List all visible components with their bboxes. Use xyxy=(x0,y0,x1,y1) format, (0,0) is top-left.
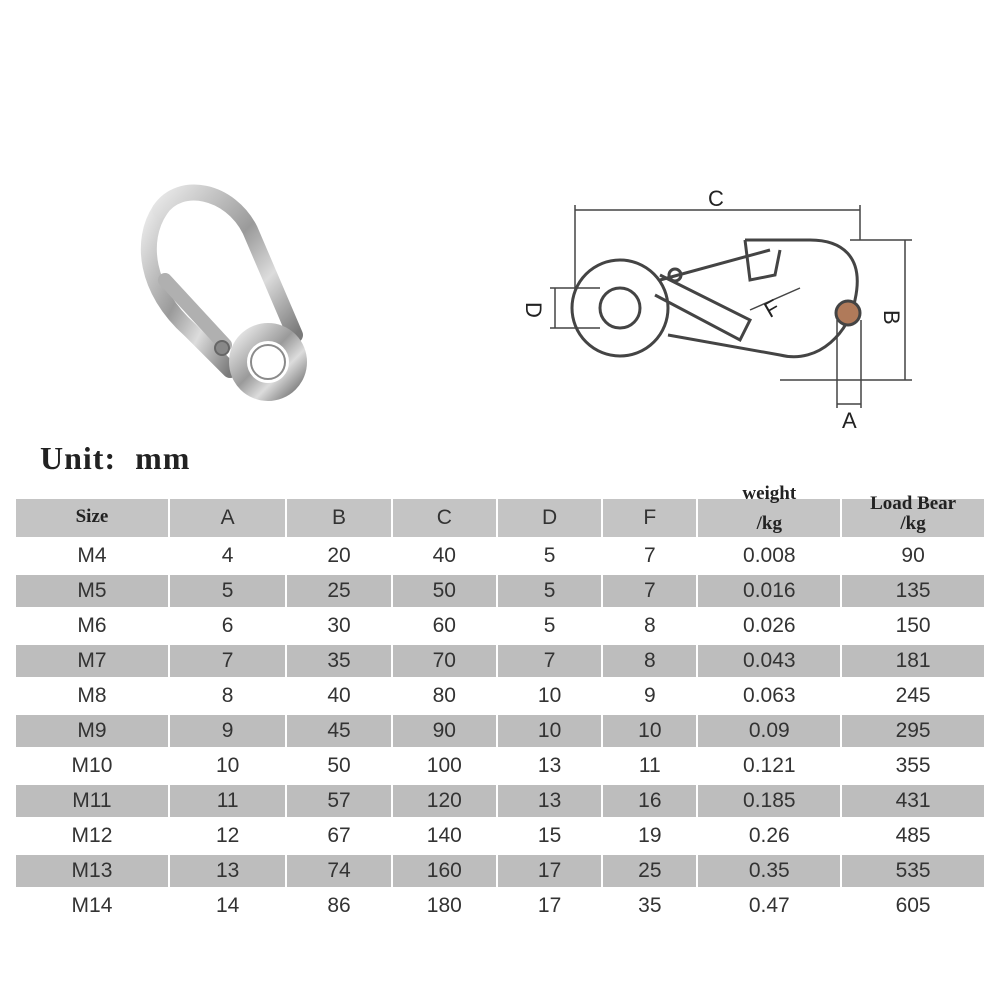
cell-c: 60 xyxy=(393,610,496,642)
cell-c: 90 xyxy=(393,715,496,747)
cell-load-bear: 245 xyxy=(842,680,984,712)
cell-weight: 0.026 xyxy=(698,610,840,642)
cell-c: 160 xyxy=(393,855,496,887)
cell-f: 25 xyxy=(603,855,696,887)
cell-weight: 0.185 xyxy=(698,785,840,817)
cell-f: 16 xyxy=(603,785,696,817)
unit-title xyxy=(40,440,190,477)
cell-a: 5 xyxy=(170,575,285,607)
cell-c: 100 xyxy=(393,750,496,782)
header-load-unit: /kg xyxy=(900,513,926,534)
cell-load-bear: 135 xyxy=(842,575,984,607)
cell-f: 35 xyxy=(603,890,696,922)
table-header-row xyxy=(16,499,984,537)
cell-c: 120 xyxy=(393,785,496,817)
dimension-diagram xyxy=(520,180,940,430)
cell-size: M7 xyxy=(16,645,168,677)
cell-f: 7 xyxy=(603,575,696,607)
unit-value: mm xyxy=(135,440,191,476)
cell-f: 8 xyxy=(603,645,696,677)
cell-b: 35 xyxy=(287,645,390,677)
cell-load-bear: 485 xyxy=(842,820,984,852)
cell-a: 10 xyxy=(170,750,285,782)
cell-d: 10 xyxy=(498,715,601,747)
cell-a: 7 xyxy=(170,645,285,677)
cell-load-bear: 431 xyxy=(842,785,984,817)
cell-f: 9 xyxy=(603,680,696,712)
cell-d: 15 xyxy=(498,820,601,852)
header-weight-top: weight xyxy=(742,483,797,504)
cell-a: 8 xyxy=(170,680,285,712)
header-load-bear xyxy=(842,493,984,537)
cell-b: 40 xyxy=(287,680,390,712)
cell-b: 25 xyxy=(287,575,390,607)
table-row xyxy=(16,855,984,887)
table-row xyxy=(16,610,984,642)
diagram-label-a: A xyxy=(842,408,857,430)
header-size: Size xyxy=(16,499,168,537)
cell-a: 4 xyxy=(170,540,285,572)
cell-size: M5 xyxy=(16,575,168,607)
cell-d: 13 xyxy=(498,785,601,817)
cell-weight: 0.008 xyxy=(698,540,840,572)
cell-c: 50 xyxy=(393,575,496,607)
cell-c: 40 xyxy=(393,540,496,572)
cell-load-bear: 181 xyxy=(842,645,984,677)
cell-a: 9 xyxy=(170,715,285,747)
header-a: A xyxy=(170,499,285,537)
header-f: F xyxy=(603,499,696,537)
cell-load-bear: 150 xyxy=(842,610,984,642)
cell-weight: 0.063 xyxy=(698,680,840,712)
cell-f: 8 xyxy=(603,610,696,642)
table-row xyxy=(16,750,984,782)
unit-prefix: Unit: xyxy=(40,440,117,476)
cell-weight: 0.26 xyxy=(698,820,840,852)
cell-size: M9 xyxy=(16,715,168,747)
diagram-label-f: F xyxy=(759,294,784,323)
cell-a: 13 xyxy=(170,855,285,887)
cell-c: 80 xyxy=(393,680,496,712)
header-b: B xyxy=(287,499,390,537)
table-row xyxy=(16,645,984,677)
cell-b: 86 xyxy=(287,890,390,922)
cell-d: 5 xyxy=(498,610,601,642)
cell-a: 12 xyxy=(170,820,285,852)
carabiner-photo xyxy=(120,170,340,420)
cell-b: 67 xyxy=(287,820,390,852)
header-weight xyxy=(698,483,840,537)
cell-weight: 0.121 xyxy=(698,750,840,782)
header-d: D xyxy=(498,499,601,537)
diagram-label-d: D xyxy=(521,302,546,318)
cell-load-bear: 90 xyxy=(842,540,984,572)
cell-load-bear: 535 xyxy=(842,855,984,887)
cell-a: 6 xyxy=(170,610,285,642)
header-c: C xyxy=(393,499,496,537)
cell-d: 13 xyxy=(498,750,601,782)
cell-b: 45 xyxy=(287,715,390,747)
size-spec-table xyxy=(14,483,986,925)
cell-load-bear: 605 xyxy=(842,890,984,922)
cell-size: M12 xyxy=(16,820,168,852)
cell-c: 180 xyxy=(393,890,496,922)
cell-weight: 0.35 xyxy=(698,855,840,887)
cell-d: 5 xyxy=(498,575,601,607)
cell-size: M14 xyxy=(16,890,168,922)
diagram-label-c: C xyxy=(708,186,724,211)
cell-d: 17 xyxy=(498,855,601,887)
diagram-label-b: B xyxy=(879,310,904,325)
cell-f: 11 xyxy=(603,750,696,782)
cell-b: 57 xyxy=(287,785,390,817)
cell-b: 74 xyxy=(287,855,390,887)
cell-f: 10 xyxy=(603,715,696,747)
table-row xyxy=(16,785,984,817)
cell-b: 20 xyxy=(287,540,390,572)
cell-b: 50 xyxy=(287,750,390,782)
header-weight-unit: /kg xyxy=(756,513,782,534)
cell-f: 7 xyxy=(603,540,696,572)
cell-c: 140 xyxy=(393,820,496,852)
cell-b: 30 xyxy=(287,610,390,642)
table-row xyxy=(16,820,984,852)
header-load-top: Load Bear xyxy=(870,493,957,514)
table-row xyxy=(16,715,984,747)
cell-d: 5 xyxy=(498,540,601,572)
cell-size: M4 xyxy=(16,540,168,572)
table-row xyxy=(16,575,984,607)
cell-d: 10 xyxy=(498,680,601,712)
table-row xyxy=(16,890,984,922)
cell-d: 7 xyxy=(498,645,601,677)
table-row xyxy=(16,540,984,572)
cell-load-bear: 355 xyxy=(842,750,984,782)
cell-load-bear: 295 xyxy=(842,715,984,747)
cell-a: 14 xyxy=(170,890,285,922)
cell-weight: 0.09 xyxy=(698,715,840,747)
cell-size: M8 xyxy=(16,680,168,712)
cell-size: M6 xyxy=(16,610,168,642)
cell-weight: 0.043 xyxy=(698,645,840,677)
cell-d: 17 xyxy=(498,890,601,922)
cell-a: 11 xyxy=(170,785,285,817)
table-row xyxy=(16,680,984,712)
cell-c: 70 xyxy=(393,645,496,677)
cell-size: M10 xyxy=(16,750,168,782)
cell-weight: 0.016 xyxy=(698,575,840,607)
cell-size: M11 xyxy=(16,785,168,817)
cell-f: 19 xyxy=(603,820,696,852)
cell-weight: 0.47 xyxy=(698,890,840,922)
cell-size: M13 xyxy=(16,855,168,887)
